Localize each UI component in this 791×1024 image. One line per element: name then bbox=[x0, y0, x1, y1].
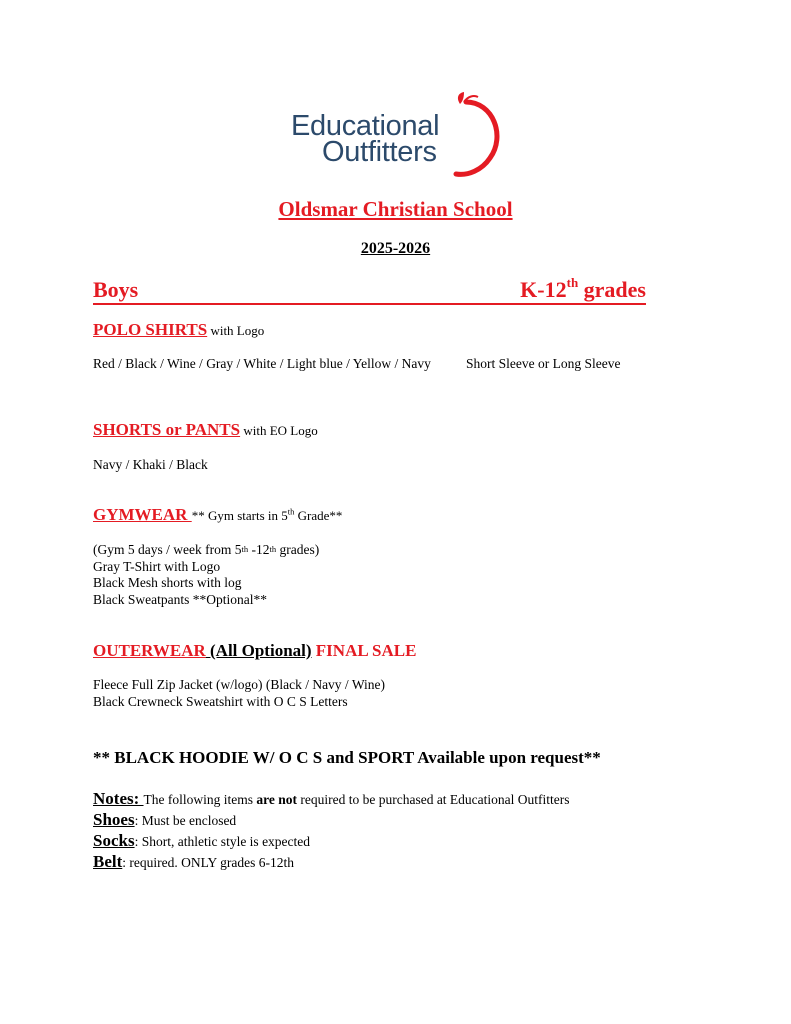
shorts-suffix: with EO Logo bbox=[240, 423, 318, 438]
boys-header bbox=[93, 277, 646, 305]
gym-title: GYMWEAR bbox=[93, 505, 192, 524]
gym-heading bbox=[93, 505, 342, 525]
belt-line bbox=[93, 852, 294, 872]
shoes-label: Shoes bbox=[93, 810, 135, 829]
grades-prefix: K-12 bbox=[520, 277, 567, 302]
belt-label: Belt bbox=[93, 852, 123, 871]
notes-label: Notes: bbox=[93, 789, 144, 808]
grades-suffix: grades bbox=[578, 277, 646, 302]
educational-outfitters-logo bbox=[288, 88, 502, 180]
polo-heading bbox=[93, 320, 264, 340]
gym-days-mid: -12 bbox=[248, 542, 270, 557]
polo-sleeve: Short Sleeve or Long Sleeve bbox=[466, 356, 621, 371]
gym-item: Black Sweatpants **Optional** bbox=[93, 591, 267, 607]
outerwear-item: Fleece Full Zip Jacket (w/logo) (Black / Navy / Wine) bbox=[93, 677, 386, 692]
grades-sup: th bbox=[566, 275, 579, 290]
belt-text: : required. ONLY grades 6-12th bbox=[122, 855, 295, 870]
shoes-line bbox=[93, 810, 236, 830]
gym-note bbox=[192, 508, 343, 523]
shorts-title: SHORTS or PANTS bbox=[93, 420, 241, 439]
notes-line bbox=[93, 789, 570, 809]
year-text: 2025-2026 bbox=[360, 240, 431, 257]
notes-text-pre: The following items bbox=[143, 792, 257, 807]
socks-label: Socks bbox=[93, 831, 135, 850]
outerwear-item: Black Crewneck Sweatshirt with O C S Letters bbox=[93, 693, 348, 709]
polo-colors: Red / Black / Wine / Gray / White / Light blue / Yellow / Navy bbox=[93, 356, 431, 371]
school-title bbox=[0, 197, 791, 222]
gym-days-post: grades) bbox=[276, 542, 320, 557]
notes-text-bold: are not bbox=[256, 792, 297, 807]
school-name: Oldsmar Christian School bbox=[278, 197, 513, 221]
hoodie-note: ** BLACK HOODIE W/ O C S and SPORT Available upon request** bbox=[93, 748, 601, 767]
shoes-text: : Must be enclosed bbox=[134, 813, 237, 828]
outerwear-final-sale: FINAL SALE bbox=[311, 641, 417, 660]
school-year bbox=[0, 240, 791, 258]
shorts-heading bbox=[93, 420, 318, 440]
boys-label: Boys bbox=[93, 277, 139, 302]
gym-days-sup2: th bbox=[269, 544, 277, 554]
logo-text-line1: Educational bbox=[291, 110, 440, 142]
gym-note-post: Grade** bbox=[294, 508, 343, 523]
gym-item: Gray T-Shirt with Logo bbox=[93, 558, 221, 574]
gym-item: Black Mesh shorts with log bbox=[93, 575, 242, 590]
gym-days-sup1: th bbox=[241, 544, 249, 554]
gym-days-pre: (Gym 5 days / week from 5 bbox=[93, 542, 242, 557]
gym-days bbox=[93, 542, 319, 559]
gym-note-sup: th bbox=[287, 506, 295, 517]
socks-text: : Short, athletic style is expected bbox=[134, 834, 311, 849]
logo-text-line2: Outfitters bbox=[322, 136, 437, 168]
outerwear-optional: (All Optional) bbox=[205, 641, 312, 660]
outerwear-heading bbox=[93, 641, 416, 661]
outerwear-title: OUTERWEAR bbox=[93, 641, 206, 660]
polo-suffix: with Logo bbox=[207, 323, 265, 338]
gym-note-pre: ** Gym starts in 5 bbox=[191, 508, 288, 523]
polo-title: POLO SHIRTS bbox=[93, 320, 208, 339]
shorts-colors: Navy / Khaki / Black bbox=[93, 457, 208, 472]
gym-list bbox=[93, 542, 319, 608]
grades-label bbox=[520, 277, 646, 303]
outerwear-list bbox=[93, 677, 385, 710]
socks-line bbox=[93, 831, 310, 851]
notes-text-post: required to be purchased at Educational Outfitters bbox=[297, 792, 570, 807]
